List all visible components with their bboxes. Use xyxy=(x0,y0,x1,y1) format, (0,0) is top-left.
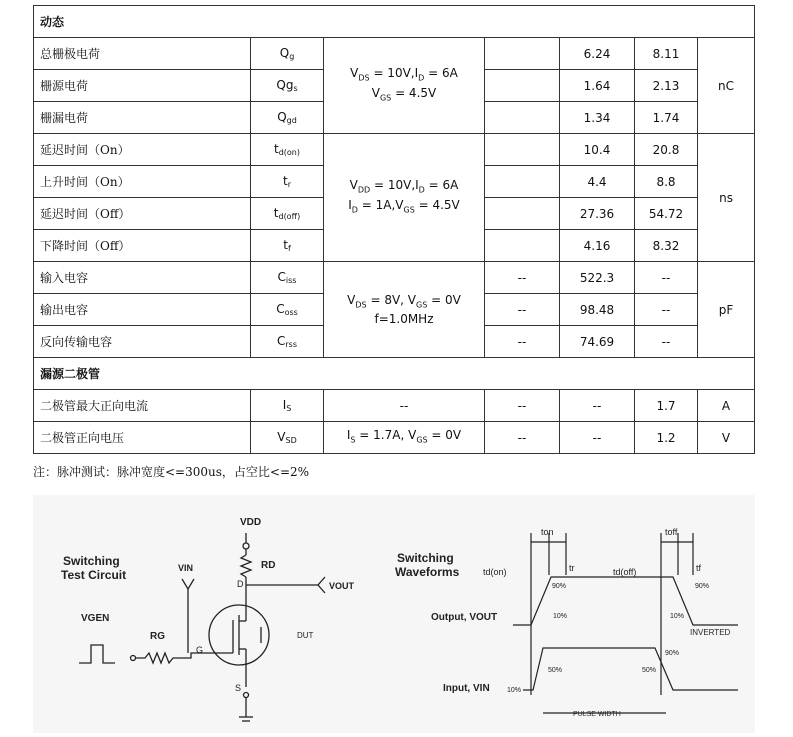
table-row xyxy=(34,38,755,70)
s-label: S xyxy=(235,683,242,693)
test-circuit xyxy=(61,517,355,721)
typ-value: 74.69 xyxy=(560,326,635,358)
switching-diagram xyxy=(33,495,755,733)
typ-value: 4.4 xyxy=(560,166,635,198)
max-value: -- xyxy=(635,326,698,358)
param-symbol: $Q_g$ xyxy=(251,38,324,70)
max-value: 54.72 xyxy=(635,198,698,230)
min-value: -- xyxy=(485,422,560,454)
max-value: 1.7 xyxy=(635,390,698,422)
typ-value: 98.48 xyxy=(560,294,635,326)
max-value: 1.74 xyxy=(635,102,698,134)
param-symbol: $V_{SD}$ xyxy=(251,422,324,454)
max-value: 1.2 xyxy=(635,422,698,454)
output-label: Output, VOUT xyxy=(431,612,498,623)
min-value: -- xyxy=(485,294,560,326)
param-name: 栅漏电荷 xyxy=(34,102,251,134)
section-row-diode xyxy=(34,358,755,390)
min-value: -- xyxy=(485,262,560,294)
input-label: Input, VIN xyxy=(443,683,490,694)
input-90: 90% xyxy=(665,650,680,657)
toff-label: toff xyxy=(665,527,678,537)
unit: A xyxy=(698,390,755,422)
vdd-label: VDD xyxy=(240,517,262,528)
d-label: D xyxy=(237,579,244,589)
table-row xyxy=(34,422,755,454)
param-name: 延迟时间（Off） xyxy=(34,198,251,230)
param-symbol: $C_{iss}$ xyxy=(251,262,324,294)
max-value: 20.8 xyxy=(635,134,698,166)
min-value: -- xyxy=(485,390,560,422)
tdoff-label: td(off) xyxy=(613,567,637,577)
inverted-label: INVERTED xyxy=(690,628,731,637)
rg-label: RG xyxy=(150,631,165,642)
typ-value: 522.3 xyxy=(560,262,635,294)
dut-label: DUT xyxy=(297,631,314,640)
pulse-width-label: PULSE WIDTH xyxy=(573,711,621,718)
param-name: 二极管最大正向电流 xyxy=(34,390,251,422)
max-value: -- xyxy=(635,262,698,294)
typ-value: 1.34 xyxy=(560,102,635,134)
vin-arrow xyxy=(182,579,194,589)
param-symbol: $I_S$ xyxy=(251,390,324,422)
min-value xyxy=(485,166,560,198)
switching-figure xyxy=(33,495,755,733)
param-name: 输入电容 xyxy=(34,262,251,294)
param-symbol: $t_{d(off)}$ xyxy=(251,198,324,230)
waveforms-title-1: Switching xyxy=(397,551,454,565)
max-value: 8.8 xyxy=(635,166,698,198)
max-value: -- xyxy=(635,294,698,326)
param-name: 总栅极电荷 xyxy=(34,38,251,70)
output-10-right: 10% xyxy=(670,613,685,620)
min-value xyxy=(485,134,560,166)
tr-label: tr xyxy=(569,563,575,573)
vgen-pulse-icon xyxy=(79,645,115,663)
param-symbol: $C_{rss}$ xyxy=(251,326,324,358)
ton-label: ton xyxy=(541,527,554,537)
characteristics-table xyxy=(33,5,755,454)
max-value: 2.13 xyxy=(635,70,698,102)
table-row xyxy=(34,262,755,294)
min-value xyxy=(485,230,560,262)
param-condition: $I_S = 1.7A$, $V_{GS} = 0V$ xyxy=(324,422,485,454)
g-label: G xyxy=(196,645,204,655)
table-row xyxy=(34,390,755,422)
rd-label: RD xyxy=(261,560,276,571)
vgen-label: VGEN xyxy=(81,613,110,624)
tdon-label: td(on) xyxy=(483,567,507,577)
param-name: 下降时间（Off） xyxy=(34,230,251,262)
param-symbol: $t_{d(on)}$ xyxy=(251,134,324,166)
typ-value: -- xyxy=(560,422,635,454)
typ-value: 27.36 xyxy=(560,198,635,230)
typ-value: 1.64 xyxy=(560,70,635,102)
vout-arrow xyxy=(318,577,325,593)
param-name: 反向传输电容 xyxy=(34,326,251,358)
condition-charge: $V_{DS} = 10V,I_D = 6A$ $V_{GS} = 4.5V$ xyxy=(324,38,485,134)
circuit-title-1: Switching xyxy=(63,554,120,568)
param-name: 延迟时间（On） xyxy=(34,134,251,166)
min-value xyxy=(485,70,560,102)
waveforms-title-2: Waveforms xyxy=(395,565,460,579)
param-name: 栅源电荷 xyxy=(34,70,251,102)
min-value xyxy=(485,198,560,230)
min-value: -- xyxy=(485,326,560,358)
param-symbol: $Qg_s$ xyxy=(251,70,324,102)
section-title-dynamic: 动态 xyxy=(34,6,755,38)
param-symbol: $C_{oss}$ xyxy=(251,294,324,326)
min-value xyxy=(485,102,560,134)
section-title-diode: 漏源二极管 xyxy=(34,358,755,390)
param-symbol: $t_f$ xyxy=(251,230,324,262)
typ-value: 4.16 xyxy=(560,230,635,262)
unit-capacitance: pF xyxy=(698,262,755,358)
param-name: 二极管正向电压 xyxy=(34,422,251,454)
unit: V xyxy=(698,422,755,454)
max-value: 8.32 xyxy=(635,230,698,262)
max-value: 8.11 xyxy=(635,38,698,70)
rg-resistor xyxy=(136,653,233,663)
param-symbol: $t_r$ xyxy=(251,166,324,198)
section-row-dynamic xyxy=(34,6,755,38)
param-condition: -- xyxy=(324,390,485,422)
input-10: 10% xyxy=(507,687,522,694)
param-name: 上升时间（On） xyxy=(34,166,251,198)
vout-label: VOUT xyxy=(329,581,355,591)
param-symbol: $Q_{gd}$ xyxy=(251,102,324,134)
tf-label: tf xyxy=(696,563,702,573)
output-90-left: 90% xyxy=(552,583,567,590)
output-10-left: 10% xyxy=(553,613,568,620)
unit-switching: ns xyxy=(698,134,755,262)
typ-value: 10.4 xyxy=(560,134,635,166)
input-50-right: 50% xyxy=(642,667,657,674)
rd-resistor xyxy=(241,555,251,577)
circuit-title-2: Test Circuit xyxy=(61,568,127,582)
typ-value: -- xyxy=(560,390,635,422)
output-90-right: 90% xyxy=(695,583,710,590)
vin-label: VIN xyxy=(178,563,194,573)
condition-capacitance: $V_{DS} = 8V$, $V_{GS} = 0V$ f=1.0MHz xyxy=(324,262,485,358)
param-name: 输出电容 xyxy=(34,294,251,326)
condition-switching: $V_{DD} = 10V,I_D = 6A$ $I_D = 1A,V_{GS} = 4.5V$ xyxy=(324,134,485,262)
table-row xyxy=(34,134,755,166)
typ-value: 6.24 xyxy=(560,38,635,70)
min-value xyxy=(485,38,560,70)
unit-charge: nC xyxy=(698,38,755,134)
waveforms xyxy=(395,527,738,718)
input-50-left: 50% xyxy=(548,667,563,674)
pulse-test-note: 注：脉冲测试：脉冲宽度<=300us，占空比<=2% xyxy=(33,465,310,479)
